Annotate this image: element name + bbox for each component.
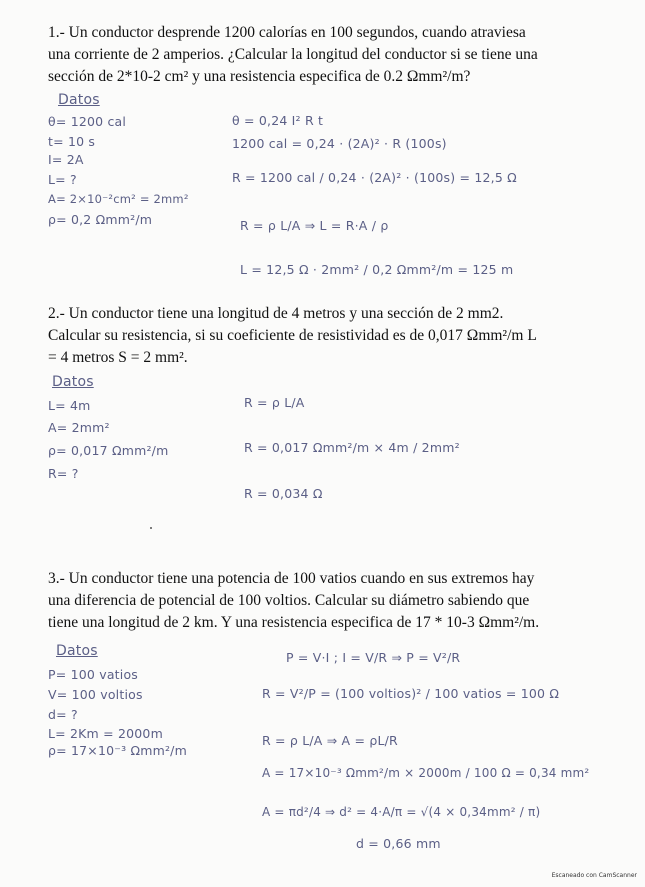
solution-line: θ = 0,24 I² R t [232,113,324,128]
datos-line: ρ= 17×10⁻³ Ωmm²/m [48,743,187,758]
datos-line: P= 100 vatios [48,667,139,682]
datos-title: Datos [56,643,98,659]
statement-line: una corriente de 2 amperios. ¿Calcular la longitud del conductor si se tiene una [48,46,538,63]
stray-mark [150,527,152,529]
datos-line: R= ? [48,466,79,481]
solution-line: 1200 cal = 0,24 · (2A)² · R (100s) [232,136,447,151]
solution-line: R = V²/P = (100 voltios)² / 100 vatios = 100 Ω [262,686,560,701]
datos-line: ρ= 0,2 Ωmm²/m [48,212,153,227]
solution-line: R = ρ L/A ⇒ L = R·A / ρ [240,218,389,233]
statement-line: 2.- Un conductor tiene una longitud de 4 metros y una sección de 2 mm2. [48,305,504,322]
solution-line: A = 17×10⁻³ Ωmm²/m × 2000m / 100 Ω = 0,34 mm² [262,766,590,780]
statement-line: tiene una longitud de 2 km. Y una resistencia especifica de 17 * 10-3 Ωmm²/m. [48,614,540,631]
solution-line: R = 0,034 Ω [244,486,323,501]
datos-line: I= 2A [48,152,84,167]
statement-line: 3.- Un conductor tiene una potencia de 100 vatios cuando en sus extremos hay [48,570,535,587]
solution-line: R = ρ L/A [244,395,305,410]
statement-line: una diferencia de potencial de 100 voltios. Calcular su diámetro sabiendo que [48,592,530,609]
datos-line: V= 100 voltios [48,687,143,702]
scanner-footer: Escaneado con CamScanner [551,872,637,879]
datos-title: Datos [58,92,100,108]
statement-line: sección de 2*10-2 cm² y una resistencia especifica de 0.2 Ωmm²/m? [48,68,471,85]
statement-line: Calcular su resistencia, si su coeficiente de resistividad es de 0,017 Ωmm²/m L [48,327,537,344]
problem-2-statement [48,303,593,369]
statement-line: 1.- Un conductor desprende 1200 calorías en 100 segundos, cuando atraviesa [48,24,526,41]
solution-line: R = 0,017 Ωmm²/m × 4m / 2mm² [244,440,460,455]
statement-line: = 4 metros S = 2 mm². [48,349,188,366]
datos-line: A= 2mm² [48,420,110,435]
datos-line: A= 2×10⁻²cm² = 2mm² [48,192,189,206]
solution-line: P = V·I ; I = V/R ⇒ P = V²/R [286,650,461,665]
solution-line: d = 0,66 mm [356,836,441,851]
problem-3-statement [48,568,593,634]
problem-1-statement [48,22,593,88]
datos-title: Datos [52,374,94,390]
solution-line: L = 12,5 Ω · 2mm² / 0,2 Ωmm²/m = 125 m [240,262,514,277]
solution-line: R = 1200 cal / 0,24 · (2A)² · (100s) = 12,5 Ω [232,170,517,185]
datos-line: θ= 1200 cal [48,114,127,129]
datos-line: L= ? [48,172,77,187]
datos-line: L= 2Km = 2000m [48,726,163,741]
datos-line: L= 4m [48,398,91,413]
datos-line: ρ= 0,017 Ωmm²/m [48,443,169,458]
solution-line: A = πd²/4 ⇒ d² = 4·A/π = √(4 × 0,34mm² / π) [262,805,541,819]
solution-line: R = ρ L/A ⇒ A = ρL/R [262,733,398,748]
datos-line: t= 10 s [48,134,96,149]
datos-line: d= ? [48,707,78,722]
